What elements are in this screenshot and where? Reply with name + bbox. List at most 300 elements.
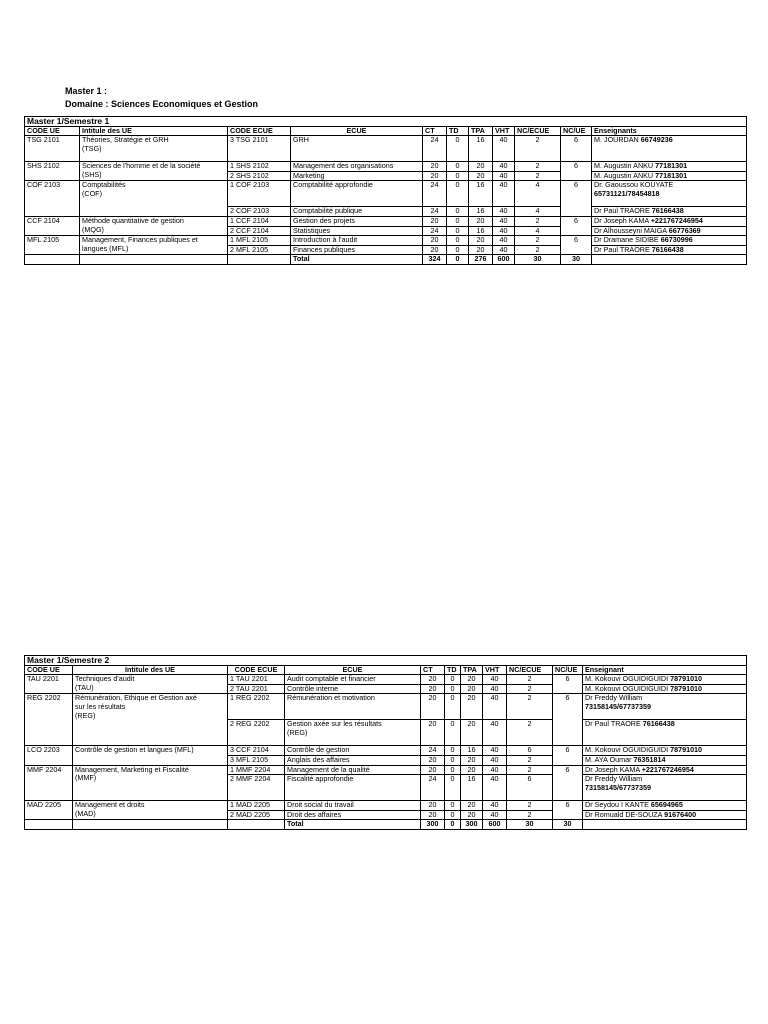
intitule-line: sur les résultats [75,701,126,711]
total-row [25,255,747,265]
code-ecue-cell: 3 CCF 2104 [228,746,285,756]
code-ecue-cell: 1 REG 2202 [228,694,285,720]
ecue-cell: Fiscalité approfondie [285,775,421,801]
td-cell: 0 [445,694,461,720]
semester2-header-row [25,665,747,675]
nc-ecue-cell: 2 [507,801,553,811]
code-ecue-cell: 2 SHS 2102 [228,171,291,181]
code-ue-cell: LCO 2203 [25,746,73,765]
intitule-line: (TAU) [75,682,94,692]
enseignant-phone: 73158145/67737359 [585,701,651,711]
td-cell: 0 [445,675,461,685]
nc-ue-cell: 6 [553,694,583,746]
enseignant-phone: 91676400 [664,810,697,819]
intitule-line: Rémunération, Ethique et Gestion axé [75,693,197,703]
col-tpa: TPA [461,665,483,675]
empty-cell [228,820,285,830]
intitule-line: Management, Marketing et Fiscalité [75,765,189,774]
intitule-line: Techniques d'audit [75,674,135,684]
empty-cell [80,255,228,265]
enseignant-cell [583,810,747,820]
semester2-title: Master 1/Semestre 2 [25,656,747,666]
total-td: 0 [447,255,469,265]
enseignant-phone: +221767246954 [641,765,694,774]
col-intitule-ue: Intitule des UE [80,126,228,136]
enseignant-name: Dr Joseph KAMA [594,216,649,225]
code-ue-cell: TSG 2101 [25,136,80,162]
semester2-table [24,655,747,830]
ecue-cell: Management des organisations [291,162,423,172]
enseignant-name: Dr Seydou I KANTE [585,800,649,810]
enseignant-cell [592,226,747,236]
table-row [25,694,747,720]
col-code-ue: CODE UE [25,126,80,136]
enseignant-phone: 66730996 [660,235,693,245]
empty-cell [592,255,747,265]
col-enseignant: Enseignant [583,665,747,675]
ecue-cell: GRH [291,136,423,162]
vht-cell: 40 [493,226,515,236]
empty-cell [73,820,228,830]
tpa-cell: 20 [461,720,483,746]
table-row [25,675,747,685]
total-ct: 300 [421,820,445,830]
ecue-cell [285,720,421,746]
empty-cell [228,255,291,265]
tpa-cell: 20 [469,171,493,181]
enseignant-phone: 77181301 [655,171,688,180]
code-ecue-cell: 2 REG 2202 [228,720,285,746]
ecue-line: Gestion axée sur les résultats [287,719,382,729]
enseignant-name: Dr Joseph KAMA [585,765,640,774]
total-td: 0 [445,820,461,830]
intitule-line: (REG) [75,710,96,720]
ct-cell: 20 [423,171,447,181]
col-vht: VHT [493,126,515,136]
code-ue-cell: SHS 2102 [25,162,80,181]
enseignant-name: Dr Dramane SIDIBE [594,235,659,245]
intitule-line: (MMF) [75,773,97,783]
enseignant-phone: 77181301 [655,161,688,171]
nc-ecue-cell: 4 [515,181,561,207]
tpa-cell: 20 [469,245,493,255]
enseignant-cell [583,755,747,765]
ecue-cell: Gestion des projets [291,216,423,226]
semester1-title: Master 1/Semestre 1 [25,117,747,127]
vht-cell: 40 [483,801,507,811]
ct-cell: 20 [423,236,447,246]
nc-ue-cell: 6 [561,181,592,217]
ct-cell: 20 [421,694,445,720]
col-code-ecue: CODE ECUE [228,126,291,136]
col-vht: VHT [483,665,507,675]
enseignant-name: Dr Freddy William [585,774,643,784]
enseignant-name: M. JOURDAN [594,135,639,145]
code-ecue-cell: 2 TAU 2201 [228,684,285,694]
total-nc-ue: 30 [561,255,592,265]
vht-cell: 40 [483,755,507,765]
empty-cell [583,820,747,830]
td-cell: 0 [447,181,469,207]
intitule-line: (SHS) [82,169,102,179]
vht-cell: 40 [493,216,515,226]
vht-cell: 40 [483,775,507,801]
nc-ecue-cell: 4 [515,226,561,236]
tpa-cell: 16 [461,775,483,801]
td-cell: 0 [447,216,469,226]
ct-cell: 20 [423,162,447,172]
col-code-ecue: CODE ECUE [228,665,285,675]
table-row [25,181,747,207]
table-row [25,162,747,172]
nc-ue-cell: 6 [561,216,592,235]
intitule-line: Théories, Stratégie et GRH [82,135,169,145]
code-ue-cell: CCF 2104 [25,216,80,235]
code-ecue-cell: 3 MFL 2105 [228,755,285,765]
col-td: TD [445,665,461,675]
tpa-cell: 16 [469,226,493,236]
enseignant-name: Dr Paul TRAORE [594,206,650,216]
total-tpa: 276 [469,255,493,265]
intitule-line: Méthode quantitative de gestion [82,216,184,225]
td-cell: 0 [445,810,461,820]
tpa-cell: 16 [469,207,493,217]
code-ecue-cell: 1 MAD 2205 [228,801,285,811]
enseignant-name: Dr Alhousseyni MAIGA [594,226,667,235]
code-ecue-cell: 2 CCF 2104 [228,226,291,236]
tpa-cell: 20 [461,684,483,694]
vht-cell: 40 [483,765,507,775]
td-cell: 0 [447,245,469,255]
ct-cell: 20 [421,755,445,765]
total-vht: 600 [493,255,515,265]
enseignant-cell [583,720,747,746]
nc-ecue-cell: 2 [515,136,561,162]
intitule-cell [73,694,228,746]
ct-cell: 20 [423,245,447,255]
intitule-line: Comptabilités [82,180,126,190]
nc-ecue-cell: 2 [507,675,553,685]
td-cell: 0 [445,801,461,811]
intitule-line: (MAD) [75,808,96,818]
semester1-table [24,116,747,265]
td-cell: 0 [447,207,469,217]
enseignant-phone: 78791010 [670,674,703,684]
ct-cell: 24 [421,775,445,801]
total-label: Total [285,820,421,830]
enseignant-cell [592,245,747,255]
code-ecue-cell: 2 MMF 2204 [228,775,285,801]
nc-ecue-cell: 2 [507,810,553,820]
code-ecue-cell: 1 TAU 2201 [228,675,285,685]
enseignant-cell [583,775,747,801]
ct-cell: 24 [423,181,447,207]
tpa-cell: 20 [461,801,483,811]
intitule-cell [80,236,228,255]
nc-ecue-cell: 2 [515,162,561,172]
intitule-line: (TSG) [82,143,102,153]
td-cell: 0 [447,136,469,162]
enseignant-name: Dr Freddy William [585,693,643,703]
ecue-cell: Droit des affaires [285,810,421,820]
col-code-ue: CODE UE [25,665,73,675]
nc-ecue-cell: 2 [507,765,553,775]
vht-cell: 40 [493,207,515,217]
tpa-cell: 20 [461,755,483,765]
ecue-cell: Contrôle de gestion [285,746,421,756]
nc-ue-cell: 6 [553,675,583,694]
enseignant-phone: 66749236 [640,135,673,145]
enseignant-cell [583,801,747,811]
col-nc-ue: NC/UE [561,126,592,136]
ecue-cell: Finances publiques [291,245,423,255]
vht-cell: 40 [493,171,515,181]
table-row [25,746,747,756]
enseignant-cell [583,765,747,775]
ct-cell: 20 [421,810,445,820]
enseignant-name: Dr. Gaoussou KOUYATE [594,180,674,190]
nc-ecue-cell: 2 [507,720,553,746]
vht-cell: 40 [483,746,507,756]
vht-cell: 40 [483,694,507,720]
col-tpa: TPA [469,126,493,136]
col-ct: CT [423,126,447,136]
intitule-cell [80,216,228,235]
enseignant-cell [592,216,747,226]
vht-cell: 40 [493,162,515,172]
col-nc-ue: NC/UE [553,665,583,675]
enseignant-phone: 65731121/78454818 [594,188,660,198]
col-td: TD [447,126,469,136]
ecue-cell: Management de la qualité [285,765,421,775]
ecue-cell: Statistiques [291,226,423,236]
ecue-cell: Introduction à l'audit [291,236,423,246]
col-enseignants: Enseignants [592,126,747,136]
enseignant-name: M. Kokouvi OGUIDIGUIDI [585,745,669,755]
enseignant-cell [592,136,747,162]
code-ue-cell: MMF 2204 [25,765,73,801]
ecue-cell: Marketing [291,171,423,181]
enseignant-name: Dr Paul TRAORE [594,245,650,254]
ecue-cell: Contrôle interne [285,684,421,694]
nc-ecue-cell: 2 [515,216,561,226]
code-ecue-cell: 1 MFL 2105 [228,236,291,246]
table-row [25,236,747,246]
td-cell: 0 [447,162,469,172]
intitule-cell [80,136,228,162]
td-cell: 0 [445,684,461,694]
vht-cell: 40 [493,236,515,246]
enseignant-name: Dr Romuald DE-SOUZA [585,810,663,819]
enseignant-phone: 78791010 [670,745,703,755]
total-row [25,820,747,830]
vht-cell: 40 [483,720,507,746]
nc-ue-cell: 6 [561,236,592,255]
vht-cell: 40 [483,810,507,820]
code-ue-cell: MAD 2205 [25,801,73,820]
enseignant-cell [592,162,747,172]
ecue-cell: Comptabilité publique [291,207,423,217]
ct-cell: 20 [421,720,445,746]
empty-cell [25,820,73,830]
nc-ue-cell: 6 [553,801,583,820]
vht-cell: 40 [493,245,515,255]
enseignant-name: M. Kokouvi OGUIDIGUIDI [585,674,669,684]
tpa-cell: 20 [461,765,483,775]
td-cell: 0 [445,720,461,746]
enseignant-phone: +221767246954 [650,216,703,225]
tpa-cell: 20 [469,236,493,246]
ct-cell: 20 [421,801,445,811]
intitule-cell [80,181,228,217]
col-ct: CT [421,665,445,675]
ecue-cell: Anglais des affaires [285,755,421,765]
ct-cell: 24 [423,207,447,217]
nc-ecue-cell: 6 [507,746,553,756]
intitule-line: Sciences de l'homme et de la société [82,161,201,171]
total-label: Total [291,255,423,265]
td-cell: 0 [445,775,461,801]
col-nc-ecue: NC/ECUE [507,665,553,675]
code-ue-cell: MFL 2105 [25,236,80,255]
ecue-cell: Comptabilité approfondie [291,181,423,207]
table-row [25,216,747,226]
ecue-cell: Rémunération et motivation [285,694,421,720]
ct-cell: 20 [421,675,445,685]
total-ct: 324 [423,255,447,265]
nc-ecue-cell: 4 [515,207,561,217]
enseignant-phone: 76351814 [633,755,666,764]
col-nc-ecue: NC/ECUE [515,126,561,136]
enseignant-name: M. Kokouvi OGUIDIGUIDI [585,684,669,693]
enseignant-cell [592,171,747,181]
tpa-cell: 20 [469,216,493,226]
enseignant-name: Dr Paul TRAORE [585,719,641,729]
col-ecue: ECUE [285,665,421,675]
intitule-cell: Contrôle de gestion et langues (MFL) [73,746,228,765]
nc-ue-cell: 6 [553,765,583,801]
tpa-cell: 20 [461,675,483,685]
enseignant-name: M. Augustin ANKU [594,171,654,180]
enseignant-phone: 66776369 [668,226,701,235]
total-nc-ecue: 30 [507,820,553,830]
semester1-header-row [25,126,747,136]
tpa-cell: 16 [469,181,493,207]
nc-ue-cell: 6 [553,746,583,765]
tpa-cell: 20 [461,694,483,720]
intitule-line: (MQG) [82,224,104,234]
tpa-cell: 20 [461,810,483,820]
total-vht: 600 [483,820,507,830]
code-ecue-cell: 1 MMF 2204 [228,765,285,775]
td-cell: 0 [447,171,469,181]
total-nc-ecue: 30 [515,255,561,265]
nc-ecue-cell: 2 [515,171,561,181]
ct-cell: 20 [421,684,445,694]
td-cell: 0 [445,755,461,765]
ct-cell: 24 [423,226,447,236]
code-ecue-cell: 2 MFL 2105 [228,245,291,255]
ecue-cell: Audit comptable et financier [285,675,421,685]
enseignant-cell [592,236,747,246]
tpa-cell: 20 [469,162,493,172]
td-cell: 0 [447,226,469,236]
nc-ue-cell: 6 [561,136,592,162]
tpa-cell: 16 [461,746,483,756]
enseignant-phone: 76166438 [651,206,684,216]
code-ecue-cell: 1 SHS 2102 [228,162,291,172]
enseignant-cell [583,694,747,720]
enseignant-cell [592,207,747,217]
col-intitule-ue: Intitule des UE [73,665,228,675]
intitule-cell [73,675,228,694]
code-ecue-cell: 1 COF 2103 [228,181,291,207]
enseignant-phone: 78791010 [670,684,703,693]
table-row [25,136,747,162]
vht-cell: 40 [493,136,515,162]
vht-cell: 40 [493,181,515,207]
enseignant-name: M. Augustin ANKU [594,161,654,171]
ct-cell: 24 [421,746,445,756]
document-title: Master 1 : [65,86,108,96]
code-ue-cell: COF 2103 [25,181,80,217]
nc-ecue-cell: 2 [507,755,553,765]
domain-heading: Domaine : Sciences Economiques et Gestion [65,99,259,109]
td-cell: 0 [445,765,461,775]
enseignant-phone: 76166438 [642,719,675,729]
code-ue-cell: TAU 2201 [25,675,73,694]
ecue-cell: Droit social du travail [285,801,421,811]
code-ecue-cell: 3 TSG 2101 [228,136,291,162]
intitule-line: Management, Finances publiques et [82,235,198,245]
ecue-line: (REG) [287,727,308,737]
enseignant-cell [583,675,747,685]
total-nc-ue: 30 [553,820,583,830]
enseignant-phone: 73158145/67737359 [585,782,651,792]
total-tpa: 300 [461,820,483,830]
nc-ecue-cell: 2 [515,236,561,246]
td-cell: 0 [447,236,469,246]
ct-cell: 24 [423,136,447,162]
code-ecue-cell: 2 COF 2103 [228,207,291,217]
vht-cell: 40 [483,684,507,694]
table-row [25,765,747,775]
ct-cell: 20 [423,216,447,226]
table-row [25,801,747,811]
nc-ecue-cell: 2 [515,245,561,255]
intitule-line: Management et droits [75,800,145,810]
enseignant-phone: 76166438 [651,245,684,254]
intitule-cell [73,765,228,801]
intitule-cell [73,801,228,820]
enseignant-phone: 65694965 [650,800,683,810]
enseignant-cell [583,746,747,756]
code-ecue-cell: 2 MAD 2205 [228,810,285,820]
nc-ue-cell: 6 [561,162,592,181]
enseignant-name: M. AYA Oumar [585,755,632,764]
nc-ecue-cell: 2 [507,694,553,720]
col-ecue: ECUE [291,126,423,136]
intitule-line: langues (MFL) [82,243,129,253]
code-ue-cell: REG 2202 [25,694,73,746]
intitule-line: (COF) [82,188,102,198]
tpa-cell: 16 [469,136,493,162]
intitule-cell [80,162,228,181]
empty-cell [25,255,80,265]
enseignant-cell [592,181,747,207]
vht-cell: 40 [483,675,507,685]
nc-ecue-cell: 6 [507,775,553,801]
